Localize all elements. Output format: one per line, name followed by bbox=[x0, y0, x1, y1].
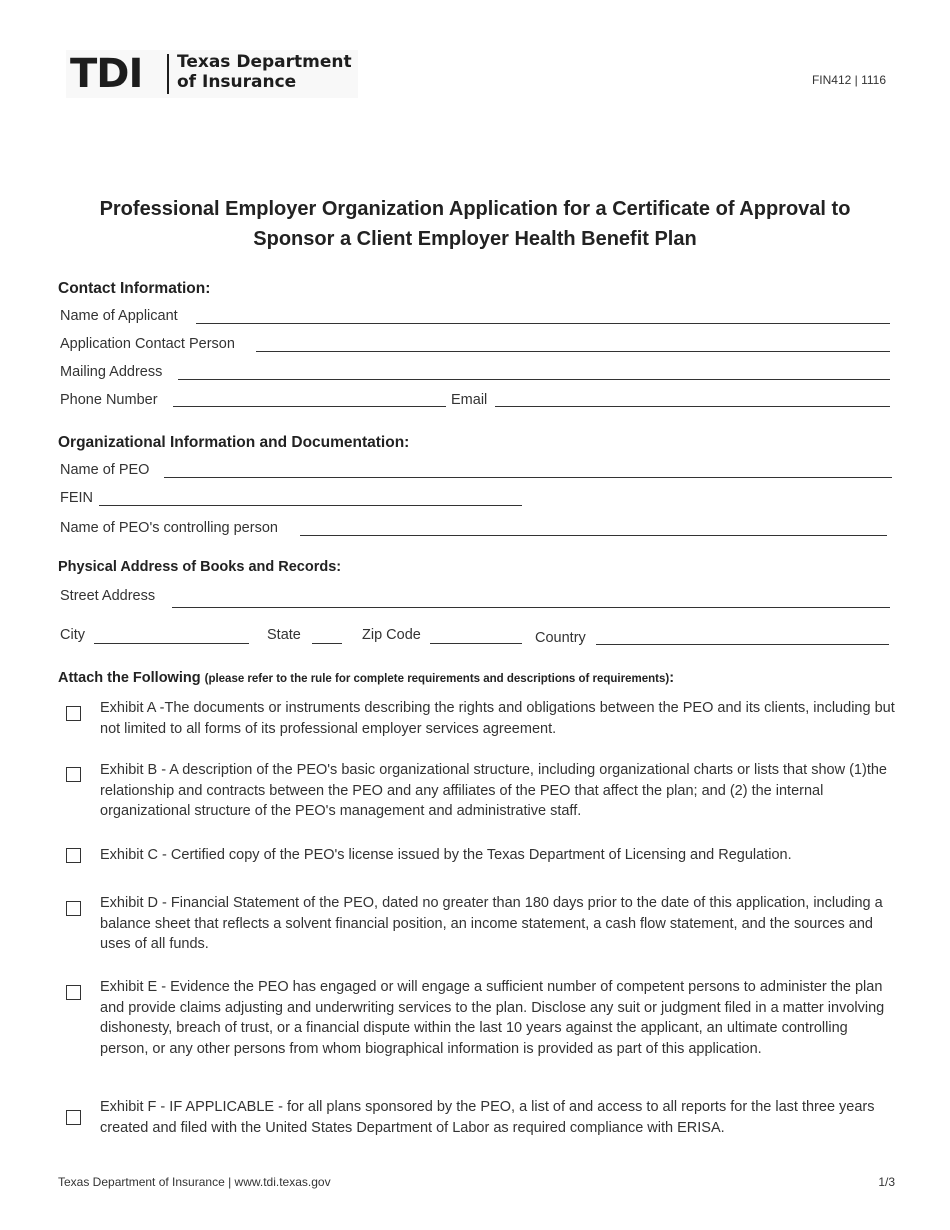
exhibit-a-text: Exhibit A -The documents or instruments describing the rights and obligations between the PEO and its clients, including but not limited to all forms of its professional employer services agreement. bbox=[100, 700, 895, 737]
zip-code-field[interactable] bbox=[430, 643, 522, 644]
logo-name-line1: Texas Department bbox=[177, 52, 352, 72]
controlling-person-label: Name of PEO's controlling person bbox=[60, 520, 278, 536]
mailing-address-label: Mailing Address bbox=[60, 364, 163, 380]
exhibit-a-checkbox[interactable] bbox=[66, 706, 81, 721]
country-label: Country bbox=[535, 630, 586, 646]
phone-number-field[interactable] bbox=[173, 406, 446, 407]
exhibit-e-text: Exhibit E - Evidence the PEO has engaged or will engage a sufficient number of competent persons to administer the plan and provide claims adjusting and underwriting services to the plan. Disclose any suit or judgment filed in a matter involving dishonesty, breach of trust, or a financial dispute within the last 10 years against the applicant, an ultimate controlling person, or any other persons from whom biographical information is provided as part of this application. bbox=[100, 979, 885, 1057]
contact-section-heading: Contact Information: bbox=[58, 280, 211, 297]
city-label: City bbox=[60, 627, 85, 643]
attach-heading-note: (please refer to the rule for complete requirements and descriptions of requirements) bbox=[204, 673, 670, 685]
city-field[interactable] bbox=[94, 643, 249, 644]
email-label: Email bbox=[451, 392, 488, 408]
fein-field[interactable] bbox=[99, 505, 522, 506]
exhibit-b-text: Exhibit B - A description of the PEO's basic organizational structure, including organizational charts or lists that show (1)the relationship and contracts between the PEO and any affiliates of the PEO that affect the plan; and (2) the internal organizational structure of the PEO's management and administrative staff. bbox=[100, 762, 887, 820]
exhibit-b-checkbox[interactable] bbox=[66, 767, 81, 782]
state-label: State bbox=[267, 627, 301, 643]
exhibit-d-text: Exhibit D - Financial Statement of the PEO, dated no greater than 180 days prior to the date of this application, including a balance sheet that reflects a solvent financial position, an income statement, a cash flow statement, and the sources and uses of all funds. bbox=[100, 895, 883, 953]
logo-agency-name bbox=[177, 52, 352, 92]
exhibit-f-checkbox[interactable] bbox=[66, 1110, 81, 1125]
attach-heading-text: Attach the Following bbox=[58, 670, 205, 686]
controlling-person-field[interactable] bbox=[300, 535, 887, 536]
attach-heading-colon: : bbox=[669, 670, 675, 686]
fein-label: FEIN bbox=[60, 490, 94, 506]
exhibit-e-checkbox[interactable] bbox=[66, 985, 81, 1000]
footer-agency-link: Texas Department of Insurance | www.tdi.texas.gov bbox=[58, 1175, 331, 1189]
form-code: FIN412 | 1116 bbox=[811, 73, 886, 87]
page-title bbox=[40, 194, 910, 254]
exhibit-d-checkbox[interactable] bbox=[66, 901, 81, 916]
contact-person-label: Application Contact Person bbox=[60, 336, 235, 352]
page-number: 1/3 bbox=[878, 1175, 895, 1189]
mailing-address-field[interactable] bbox=[178, 379, 890, 380]
peo-name-field[interactable] bbox=[164, 477, 892, 478]
address-section-heading: Physical Address of Books and Records: bbox=[58, 559, 342, 575]
applicant-name-label: Name of Applicant bbox=[60, 308, 178, 324]
org-section-heading: Organizational Information and Documentation: bbox=[58, 434, 410, 451]
tdi-logo-mark: TDI bbox=[70, 51, 143, 97]
zip-code-label: Zip Code bbox=[362, 627, 421, 643]
title-line1: Professional Employer Organization Application for a Certificate of Approval to bbox=[99, 198, 851, 220]
street-address-label: Street Address bbox=[60, 588, 156, 604]
attach-heading bbox=[58, 670, 674, 686]
email-field[interactable] bbox=[495, 406, 890, 407]
exhibit-f-text: Exhibit F - IF APPLICABLE - for all plans sponsored by the PEO, a list of and access to all reports for the last three years created and filed with the United States Department of Labor as required compliance with ERISA. bbox=[100, 1099, 875, 1136]
logo-divider bbox=[167, 54, 169, 94]
state-field[interactable] bbox=[312, 643, 342, 644]
exhibit-c-text: Exhibit C - Certified copy of the PEO's license issued by the Texas Department of Licensing and Regulation. bbox=[100, 847, 792, 863]
applicant-name-field[interactable] bbox=[196, 323, 890, 324]
title-line2: Sponsor a Client Employer Health Benefit Plan bbox=[253, 228, 697, 250]
peo-name-label: Name of PEO bbox=[60, 462, 150, 478]
phone-number-label: Phone Number bbox=[60, 392, 158, 408]
street-address-field[interactable] bbox=[172, 607, 890, 608]
country-field[interactable] bbox=[596, 644, 889, 645]
logo-name-line2: of Insurance bbox=[177, 72, 297, 92]
contact-person-field[interactable] bbox=[256, 351, 890, 352]
exhibit-c-checkbox[interactable] bbox=[66, 848, 81, 863]
